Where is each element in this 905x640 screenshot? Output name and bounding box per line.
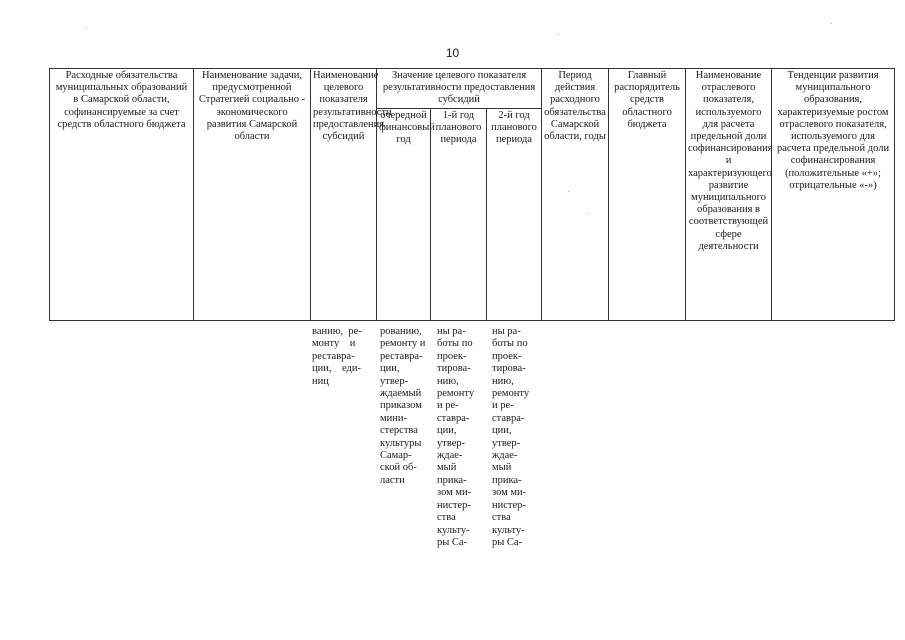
continuation-line: стерства <box>380 425 418 437</box>
scan-speck <box>587 213 588 214</box>
continuation-line: ремонту и <box>380 338 426 350</box>
continuation-line: ставра- <box>492 412 525 424</box>
continuation-line: утвер- <box>380 375 409 387</box>
header-target-value: Значение целевого показателя результативности предоставления субсидий <box>377 69 542 109</box>
continuation-line: ремонту <box>437 388 475 400</box>
page-number: 10 <box>445 46 460 60</box>
continuation-line: нистер- <box>492 499 526 511</box>
scan-speck <box>558 34 559 35</box>
continuation-line: мый <box>492 462 512 474</box>
continuation-line: ны ра- <box>437 326 466 337</box>
continuation-year-plan2 <box>492 326 544 549</box>
continuation-line: прика- <box>492 474 522 486</box>
continuation-year-plan1 <box>437 326 489 549</box>
continuation-line: ства <box>492 512 511 524</box>
continuation-line: проек- <box>437 350 467 362</box>
continuation-line: культуры <box>380 437 422 449</box>
continuation-line: реставра- <box>312 350 355 362</box>
continuation-line: культу- <box>492 524 525 536</box>
continuation-line: монту и <box>312 338 356 350</box>
continuation-line: ции, <box>437 425 457 437</box>
header-obligations: Расходные обязательства муниципальных образований в Самарской области, софинансируемые за счет средств областного бюджета <box>50 69 194 321</box>
continuation-line: ванию, ре- <box>312 326 362 337</box>
continuation-indicator <box>312 326 378 388</box>
continuation-line: мини- <box>380 412 407 424</box>
continuation-line: ры Са- <box>437 536 468 548</box>
header-year-current: очередной финансовый год <box>377 109 431 321</box>
continuation-line: и ре- <box>492 400 514 412</box>
header-task: Наименование задачи, предусмотренной Стратегией социально - экономического развития Самарской области <box>194 69 311 321</box>
continuation-line: нию, <box>437 375 459 387</box>
continuation-line: зом ми- <box>492 487 527 499</box>
scan-speck <box>568 191 569 192</box>
continuation-line: реставра- <box>380 350 423 362</box>
continuation-line: Самар- <box>380 450 412 462</box>
header-sector-indicator: Наименование отраслевого показателя, используемого для расчета предельной доли софинансирования и характеризующего развитие муниципального образования в соответствующей сфере деятельности <box>686 69 772 321</box>
continuation-line: ской об- <box>380 462 417 474</box>
continuation-line: и ре- <box>437 400 459 412</box>
continuation-line: ры Са- <box>492 536 523 548</box>
continuation-line: ласти <box>380 474 405 486</box>
table-header <box>49 68 895 321</box>
header-period: Период действия расходного обязательства Самарской области, годы <box>542 69 609 321</box>
continuation-line: ждае- <box>492 450 518 462</box>
continuation-line: ны ра- <box>492 326 521 337</box>
continuation-line: боты по <box>492 338 528 350</box>
scan-speck <box>831 23 832 24</box>
continuation-line: ставра- <box>437 412 470 424</box>
continuation-line: утвер- <box>492 437 521 449</box>
header-indicator: Наименование целевого показателя результативности предоставления субсидий <box>311 69 377 321</box>
continuation-year-current <box>380 326 434 487</box>
continuation-line: ждаемый <box>380 388 422 400</box>
continuation-line: ции, <box>492 425 512 437</box>
continuation-line: нию, <box>492 375 514 387</box>
continuation-line: прика- <box>437 474 467 486</box>
continuation-line: ства <box>437 512 456 524</box>
continuation-line: культу- <box>437 524 470 536</box>
continuation-line: рованию, <box>380 326 422 337</box>
continuation-line: ниц <box>312 375 329 387</box>
header-trend: Тенденции развития муниципального образования, характеризуемые ростом отраслевого показателя, используемого для расчета предельной доли софинансирования (положительные «+»; отрицательные «-») <box>772 69 895 321</box>
continuation-line: утвер- <box>437 437 466 449</box>
continuation-line: тирова- <box>437 363 471 375</box>
continuation-line: ремонту <box>492 388 530 400</box>
scan-speck <box>85 27 86 28</box>
header-manager: Главный распорядитель средств областного бюджета <box>609 69 686 321</box>
continuation-line: ции, <box>380 363 400 375</box>
continuation-line: проек- <box>492 350 522 362</box>
continuation-line: приказом <box>380 400 422 412</box>
continuation-line: тирова- <box>492 363 526 375</box>
continuation-line: ждае- <box>437 450 463 462</box>
continuation-line: боты по <box>437 338 473 350</box>
header-year-plan1: 1-й год планового периода <box>431 109 487 321</box>
continuation-line: мый <box>437 462 457 474</box>
header-year-plan2: 2-й год планового периода <box>487 109 542 321</box>
continuation-line: зом ми- <box>437 487 472 499</box>
continuation-line: ции, еди- <box>312 363 361 375</box>
continuation-line: нистер- <box>437 499 471 511</box>
